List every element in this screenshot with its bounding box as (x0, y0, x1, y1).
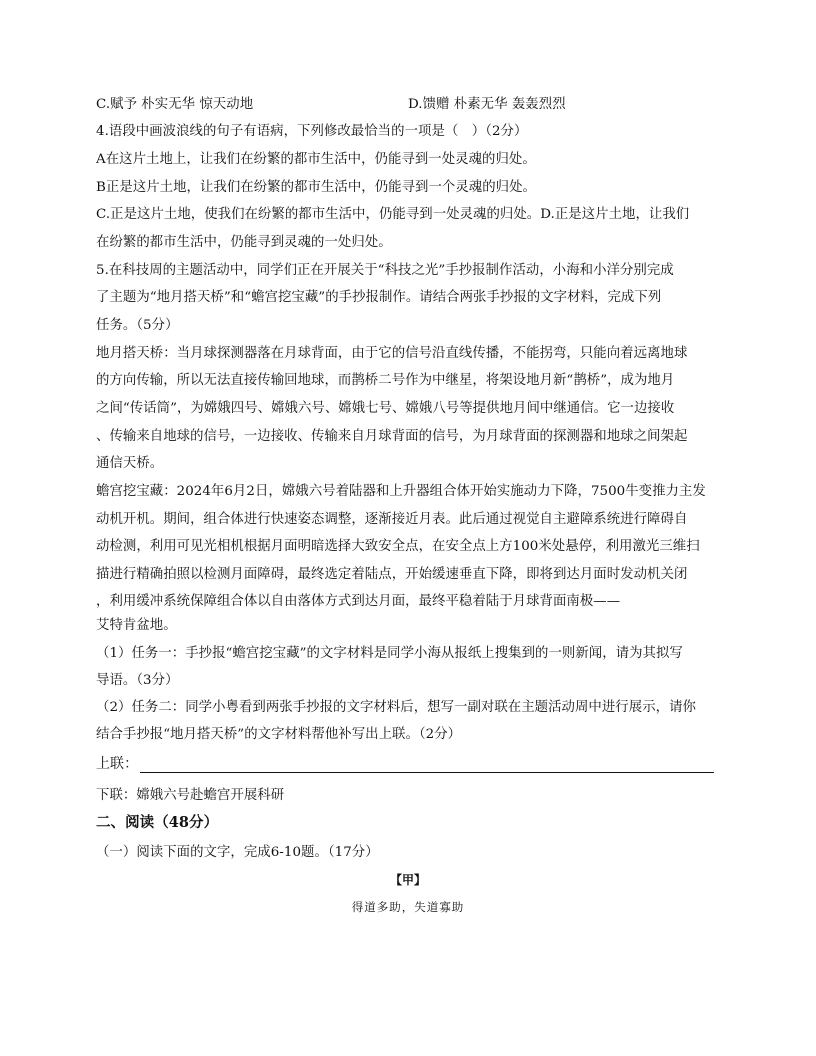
material-2-cont: 动机开机。期间，组合体进行快速姿态调整，逐渐接近月表。此后通过视觉自主避障系统进行障碍自 (96, 512, 688, 527)
reading-instruction: （一）阅读下面的文字，完成6-10题。（17分） (96, 845, 379, 860)
option-d: D.馈赠 朴素无华 轰轰烈烈 (408, 97, 566, 112)
passage-title: 得道多助，失道寡助 (351, 900, 465, 914)
upper-couplet-answer-line[interactable] (140, 758, 714, 773)
section-heading-reading: 二、阅读（48分） (96, 814, 219, 831)
option-row-cd (96, 96, 724, 114)
q4-option-cd: C.正是这片土地，使我们在纷繁的都市生活中，仍能寻到一处灵魂的归处。D.正是这片土地，让我们 (96, 207, 690, 222)
material-2-cont: 动检测，利用可见光相机根据月面明暗选择大致安全点，在安全点上方100米处悬停，利用激光三维扫 (96, 539, 700, 554)
material-2: 蟾宫挖宝藏：2024年6月2日，嫦娥六号着陆器和上升器组合体开始实施动力下降，7500牛变推力主发 (96, 484, 706, 499)
task-1-cont: 导语。（3分） (96, 673, 179, 688)
q4-option-b: B正是这片土地，让我们在纷繁的都市生活中，仍能寻到一个灵魂的归处。 (96, 180, 536, 195)
material-1-cont: 的方向传输，所以无法直接传输回地球，而鹊桥二号作为中继星，将架设地月新“鹊桥”，成为地月 (96, 373, 675, 388)
passage-label: 【甲】 (389, 873, 426, 887)
task-2-cont: 结合手抄报“地月搭天桥”的文字材料帮他补写出上联。（2分） (96, 727, 462, 742)
material-1-cont: 之间“传话筒”，为嫦娥四号、嫦娥六号、嫦娥七号、嫦娥八号等提供地月间中继通信。它一边接收 (96, 401, 675, 416)
question-4: 4.语段中画波浪线的句子有语病，下列修改最恰当的一项是（ ）（2分） (96, 124, 528, 139)
task-2: （2）任务二：同学小粤看到两张手抄报的文字材料后，想写一副对联在主题活动周中进行展示，请你 (96, 700, 696, 715)
material-1-end: 通信天桥。 (96, 456, 164, 471)
material-1: 地月搭天桥：当月球探测器落在月球背面，由于它的信号沿直线传播，不能拐弯，只能向着远离地球 (96, 346, 688, 361)
question-5-cont: 了主题为“地月搭天桥”和“蟾宫挖宝藏”的手抄报制作。请结合两张手抄报的文字材料，完成下列 (96, 290, 662, 305)
material-2-cont: 描进行精确拍照以检测月面障碍，最终选定着陆点，开始缓速垂直下降，即将到达月面时发动机关闭 (96, 567, 688, 582)
upper-couplet-label: 上联： (96, 756, 139, 772)
upper-couplet-row (96, 755, 724, 773)
material-2-cont: ，利用缓冲系统保障组合体以自由落体方式到达月面，最终平稳着陆于月球背面南极—— (96, 594, 621, 609)
q4-option-a: A在这片土地上，让我们在纷繁的都市生活中，仍能寻到一处灵魂的归处。 (96, 152, 536, 167)
question-5-points: 任务。（5分） (96, 318, 179, 333)
q4-option-d-cont: 在纷繁的都市生活中，仍能寻到灵魂的一处归处。 (96, 235, 392, 250)
lower-couplet: 下联：嫦娥六号赴蟾宫开展科研 (96, 788, 285, 803)
task-1: （1）任务一：手抄报“蟾宫挖宝藏”的文字材料是同学小海从报纸上搜集到的一则新闻，请为其拟写 (96, 646, 683, 661)
material-1-cont: 、传输来自地球的信号，一边接收、传输来自月球背面的信号，为月球背面的探测器和地球之间架起 (96, 429, 688, 444)
option-c: C.赋予 朴实无华 惊天动地 (96, 97, 254, 112)
material-2-end: 艾特肯盆地。 (96, 618, 177, 633)
question-5: 5.在科技周的主题活动中，同学们正在开展关于“科技之光”手抄报制作活动，小海和小洋分别完成 (96, 263, 674, 278)
